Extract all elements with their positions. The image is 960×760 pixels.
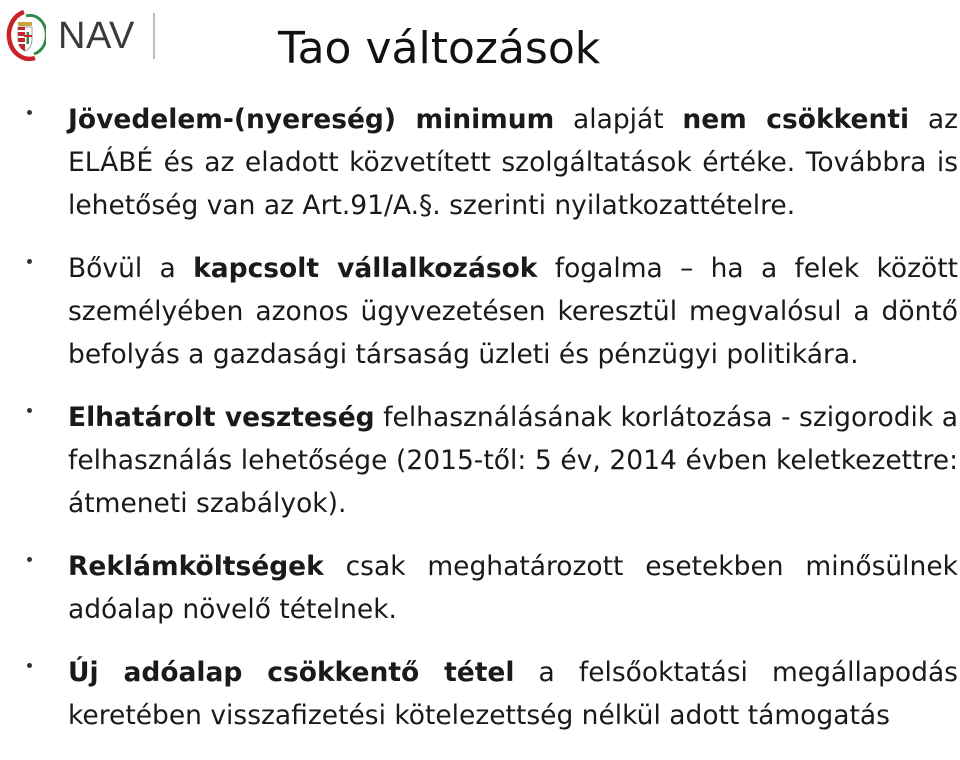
bullet-item	[0, 651, 960, 737]
bullet-item	[0, 396, 960, 525]
bullet-item	[0, 545, 960, 631]
bullet-text: felhasználásának korlátozása - szigorodik a felhasználás lehetősége (2015-től: 5 év, 2014 évben keletkezettre: átmeneti szabályok).	[68, 402, 958, 519]
bullet-bold-text: Jövedelem-(nyereség) minimum	[68, 104, 555, 135]
bullet-text: a felsőoktatási megállapodás keretében visszafizetési kötelezettség nélkül adott támogatás	[68, 657, 958, 731]
bullet-bold-text: kapcsolt vállalkozások	[193, 253, 538, 284]
bullet-bold-text: Új adóalap csökkentő tétel	[68, 657, 515, 688]
bullet-dot-icon	[27, 663, 32, 668]
bullet-bold-text: nem csökkenti	[682, 104, 910, 135]
bullet-item	[0, 247, 960, 376]
bullet-dot-icon	[27, 259, 32, 264]
page-title: Tao változások	[278, 23, 601, 74]
bullet-text: az ELÁBÉ és az eladott közvetített szolgáltatások értéke. Továbbra is lehetőség van az Art.91/A.§. szerinti nyilatkozattételre.	[68, 104, 958, 221]
nav-logo	[4, 6, 155, 66]
bullet-text: alapját	[554, 104, 683, 135]
logo-text: NAV	[58, 15, 135, 57]
bullet-text: Bővül a	[68, 253, 194, 284]
bullet-bold-text: Reklámköltségek	[68, 551, 324, 582]
bullet-text: fogalma – ha a felek között személyében azonos ügyvezetésen keresztül megvalósul a döntő befolyás a gazdasági társaság üzleti és pénzügyi politikára.	[68, 253, 958, 370]
bullet-item	[0, 98, 960, 227]
bullet-list	[0, 98, 960, 737]
bullet-dot-icon	[27, 408, 32, 413]
logo-divider	[153, 13, 155, 59]
bullet-text: csak meghatározott esetekben minősülnek adóalap növelő tételnek.	[68, 551, 958, 625]
bullet-dot-icon	[27, 557, 32, 562]
bullet-bold-text: Elhatárolt veszteség	[68, 402, 375, 433]
bullet-dot-icon	[27, 110, 32, 115]
hungarian-coat-of-arms-icon	[4, 8, 46, 64]
